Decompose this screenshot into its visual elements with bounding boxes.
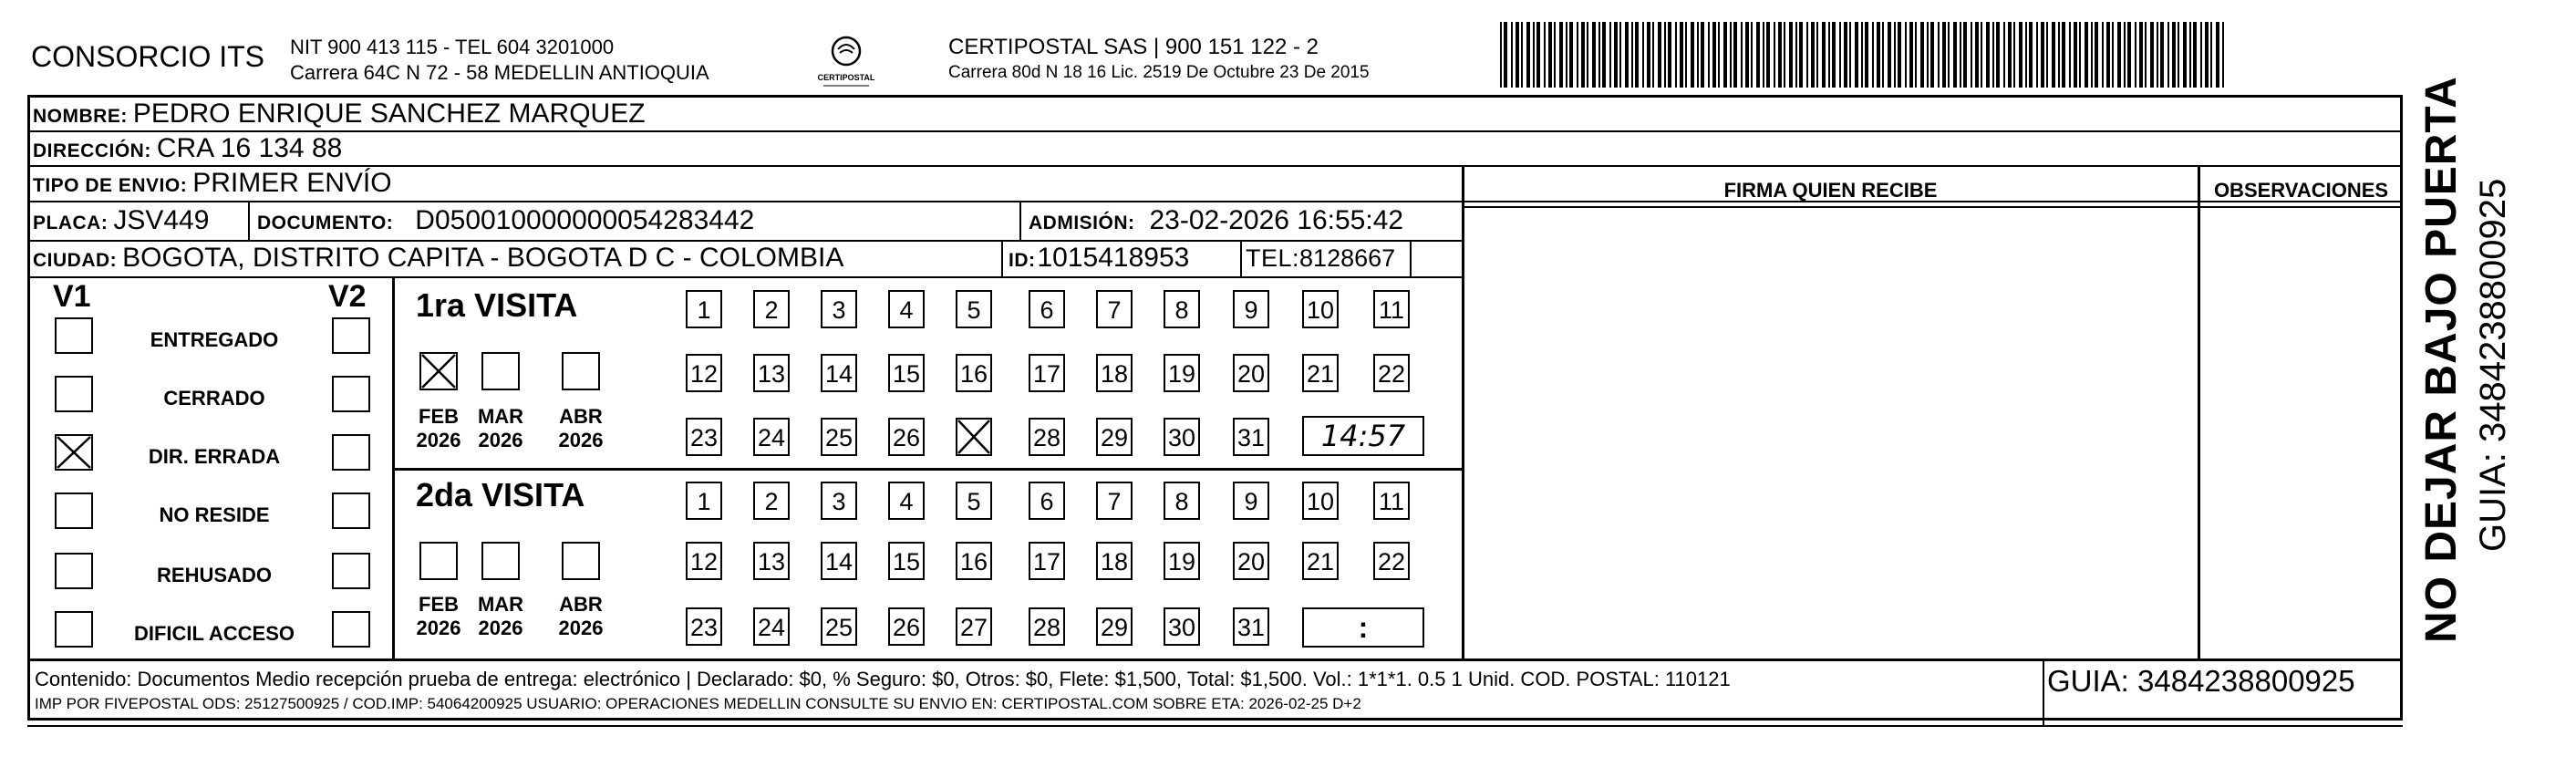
direccion-field (33, 133, 342, 164)
contenido-line: Contenido: Documentos Medio recepción prueba de entrega: electrónico | Declarado: $0, % Seguro: $0, Otros: $0, Flete: $1,500, Total: $1,500. Vol.: 1*1*1. 0.5 1 Unid. COD. POSTAL: 110121 (35, 668, 1731, 690)
visit2-day-box[interactable]: 22 (1373, 542, 1410, 580)
v1-check-mark-icon (55, 434, 93, 471)
visit1-title: 1ra VISITA (416, 286, 578, 324)
observaciones-header: OBSERVACIONES (2213, 179, 2389, 202)
visit2-month-label: MAR 2026 (477, 593, 524, 639)
visit1-day-box[interactable]: 6 (1029, 290, 1065, 328)
visit2-day-box[interactable]: 25 (821, 607, 857, 646)
visit1-month-check-icon (419, 352, 458, 390)
visit1-day-box[interactable]: 30 (1164, 418, 1200, 456)
visit1-month-label: FEB 2026 (416, 405, 461, 451)
side-guia-number: GUIA: 3484238800925 (2473, 178, 2513, 552)
visit1-day-box[interactable]: 28 (1029, 418, 1065, 456)
ciudad-value: BOGOTA, DISTRITO CAPITA - BOGOTA D C - COLOMBIA (122, 243, 844, 273)
visit2-day-box[interactable]: 24 (753, 607, 790, 646)
visit2-day-box[interactable]: 5 (956, 482, 992, 520)
visit2-day-box[interactable]: 28 (1029, 607, 1065, 646)
visit2-day-box[interactable]: 6 (1029, 482, 1065, 520)
v2-header: V2 (328, 279, 367, 314)
id-value: 1015418953 (1037, 243, 1190, 273)
visit2-day-box[interactable]: 20 (1233, 542, 1269, 580)
firma-header: FIRMA QUIEN RECIBE (1723, 179, 1938, 202)
visit2-day-box[interactable]: 16 (956, 542, 992, 580)
visit2-day-box[interactable]: 29 (1096, 607, 1133, 646)
certipostal-logo-icon (816, 33, 876, 89)
tipo-envio-value: PRIMER ENVÍO (192, 168, 392, 198)
status-label: ENTREGADO (150, 328, 279, 351)
id-label: ID: (1009, 250, 1036, 271)
visit1-day-box[interactable]: 31 (1233, 418, 1269, 456)
company-address: Carrera 64C N 72 - 58 MEDELLIN ANTIOQUIA (290, 61, 709, 84)
visit1-month-label: ABR 2026 (558, 405, 604, 451)
visit1-day-box[interactable]: 3 (821, 290, 857, 328)
visit2-month-label: FEB 2026 (416, 593, 461, 639)
visit2-time[interactable]: : (1302, 607, 1424, 648)
visit1-day-box[interactable]: 9 (1233, 290, 1269, 328)
visit2-day-box[interactable]: 3 (821, 482, 857, 520)
visit2-day-box[interactable]: 7 (1096, 482, 1133, 520)
nombre-value: PEDRO ENRIQUE SANCHEZ MARQUEZ (132, 99, 646, 129)
visit1-day-box[interactable]: 8 (1164, 290, 1200, 328)
visit1-day-box[interactable]: 20 (1233, 354, 1269, 392)
tel-value: 8128667 (1299, 244, 1396, 272)
visit1-day-box[interactable]: 17 (1029, 354, 1065, 392)
visit1-day-box[interactable]: 24 (753, 418, 790, 456)
visit2-day-box[interactable]: 21 (1302, 542, 1339, 580)
visit1-time[interactable]: 14:57 (1302, 416, 1424, 456)
impresion-line: IMP POR FIVEPOSTAL ODS: 25127500925 / COD.IMP: 54064200925 USUARIO: OPERACIONES MEDELLIN CONSULTE SU ENVIO EN: CERTIPOSTAL.COM SOBRE ETA: 2026-02-25 D+2 (35, 695, 1361, 712)
visit2-day-box[interactable]: 13 (753, 542, 790, 580)
visit2-day-box[interactable]: 30 (1164, 607, 1200, 646)
v1-header: V1 (53, 279, 91, 314)
visit2-day-box[interactable]: 10 (1302, 482, 1339, 520)
ciudad-field (33, 243, 843, 274)
admision-value: 23-02-2026 16:55:42 (1149, 205, 1404, 235)
status-label: NO RESIDE (159, 503, 270, 526)
visit2-day-box[interactable]: 15 (888, 542, 925, 580)
status-label: REHUSADO (157, 564, 272, 586)
visit2-day-box[interactable]: 31 (1233, 607, 1269, 646)
visit1-month-label: MAR 2026 (477, 405, 524, 451)
visit2-day-box[interactable]: 1 (686, 482, 722, 520)
visit1-day-box[interactable]: 5 (956, 290, 992, 328)
visit2-day-box[interactable]: 11 (1373, 482, 1410, 520)
direccion-label: DIRECCIÓN: (33, 140, 151, 161)
logo-text: CERTIPOSTAL (817, 73, 875, 82)
visit1-month-box-abr[interactable] (562, 352, 600, 390)
admision-label: ADMISIÓN: (1029, 213, 1135, 233)
status-label: DIR. ERRADA (148, 445, 281, 468)
visit2-day-box[interactable]: 2 (753, 482, 790, 520)
status-label: DIFICIL ACCESO (133, 622, 295, 645)
visit1-day-box[interactable]: 7 (1096, 290, 1133, 328)
visit2-day-box[interactable]: 23 (686, 607, 722, 646)
visit1-day-box[interactable]: 1 (686, 290, 722, 328)
documento-label: DOCUMENTO: (257, 213, 394, 233)
visit2-day-box[interactable]: 26 (888, 607, 925, 646)
status-label: CERRADO (163, 387, 265, 410)
nombre-field (33, 99, 646, 130)
placa-value: JSV449 (113, 205, 210, 235)
certipostal-info (948, 35, 1370, 86)
visit2-day-box[interactable]: 12 (686, 542, 722, 580)
visit1-day-box[interactable]: 13 (753, 354, 790, 392)
tel-field (1246, 243, 1395, 274)
barcode-icon (1500, 22, 2225, 88)
documento-field (257, 205, 754, 236)
tel-label: TEL: (1246, 244, 1300, 272)
visit2-day-box[interactable]: 4 (888, 482, 925, 520)
visit1-day-box[interactable]: 29 (1096, 418, 1133, 456)
nombre-label: NOMBRE: (33, 106, 128, 127)
admision-field (1029, 205, 1403, 236)
visit1-day-box[interactable]: 11 (1373, 290, 1410, 328)
visit2-month-box-feb[interactable] (419, 542, 458, 580)
visit1-day-box[interactable]: 19 (1164, 354, 1200, 392)
id-field (1009, 243, 1189, 274)
visit1-day-box[interactable]: 12 (686, 354, 722, 392)
visit1-day-box[interactable]: 23 (686, 418, 722, 456)
visit2-day-box[interactable]: 17 (1029, 542, 1065, 580)
certipostal-address: Carrera 80d N 18 16 Lic. 2519 De Octubre 23 De 2015 (948, 63, 1370, 82)
visit2-day-box[interactable]: 27 (956, 607, 992, 646)
visit2-day-box[interactable]: 14 (821, 542, 857, 580)
visit1-day-box[interactable]: 16 (956, 354, 992, 392)
visit2-month-box-mar[interactable] (481, 542, 520, 580)
visit1-day-box[interactable]: 15 (888, 354, 925, 392)
visit1-day-check-icon (956, 418, 992, 456)
visit2-day-box[interactable]: 18 (1096, 542, 1133, 580)
visit1-day-box[interactable]: 10 (1302, 290, 1339, 328)
certipostal-line: CERTIPOSTAL SAS | 900 151 122 - 2 (948, 35, 1319, 59)
visit2-day-box[interactable]: 9 (1233, 482, 1269, 520)
visit1-day-box[interactable]: 4 (888, 290, 925, 328)
no-dejar-bajo-puerta: NO DEJAR BAJO PUERTA (2417, 76, 2466, 643)
visit1-day-box[interactable]: 26 (888, 418, 925, 456)
company-name: CONSORCIO ITS (31, 40, 265, 73)
visit1-day-box[interactable]: 22 (1373, 354, 1410, 392)
visit1-day-box[interactable]: 2 (753, 290, 790, 328)
visit1-day-box[interactable]: 25 (821, 418, 857, 456)
visit2-title: 2da VISITA (416, 476, 585, 513)
placa-field (33, 205, 209, 236)
visit2-day-box[interactable]: 19 (1164, 542, 1200, 580)
visit2-day-box[interactable]: 8 (1164, 482, 1200, 520)
ciudad-label: CIUDAD: (33, 250, 118, 271)
visit1-month-box-mar[interactable] (481, 352, 520, 390)
visit1-day-box[interactable]: 21 (1302, 354, 1339, 392)
company-info (290, 35, 709, 86)
documento-value: D050010000000054283442 (415, 205, 755, 235)
direccion-value: CRA 16 134 88 (156, 133, 343, 163)
visit1-day-box[interactable]: 14 (821, 354, 857, 392)
visit1-day-box[interactable]: 18 (1096, 354, 1133, 392)
placa-label: PLACA: (33, 213, 109, 233)
tipo-envio-field (33, 168, 392, 199)
guia-number: GUIA: 3484238800925 (2047, 664, 2355, 698)
nit-line: NIT 900 413 115 - TEL 604 3201000 (290, 36, 615, 58)
visit2-month-label: ABR 2026 (558, 593, 604, 639)
tipo-envio-label: TIPO DE ENVIO: (33, 175, 188, 196)
visit2-month-box-abr[interactable] (562, 542, 600, 580)
